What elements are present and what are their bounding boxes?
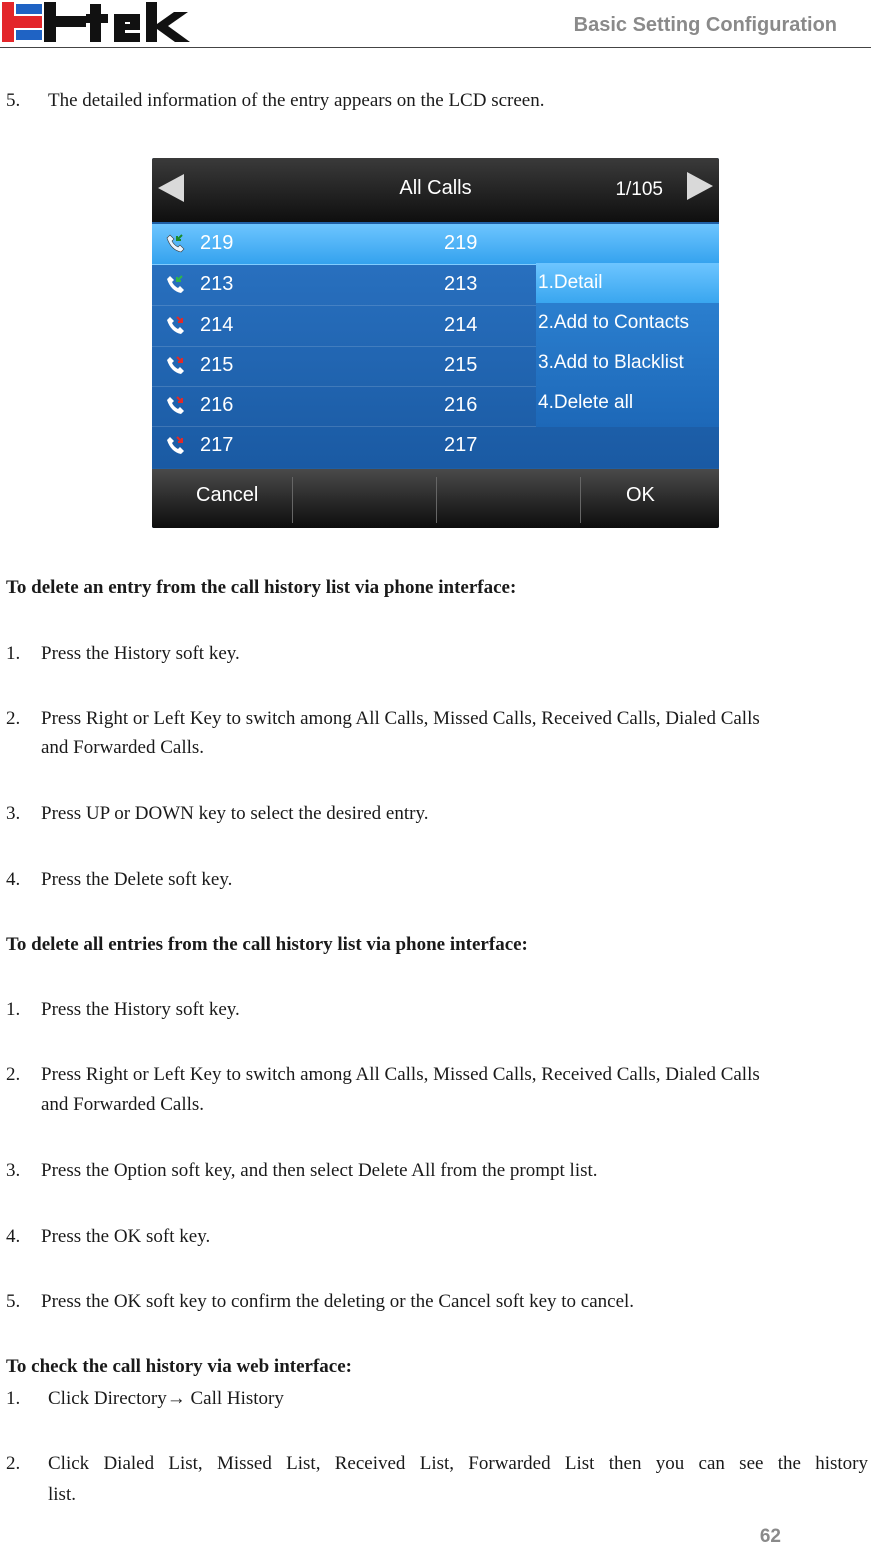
step-text: Press the History soft key.	[41, 643, 240, 664]
softkey-divider	[436, 477, 437, 523]
call-list-item[interactable]	[152, 224, 719, 265]
step-text: Press the Option soft key, and then select Delete All from the prompt list.	[41, 1160, 598, 1181]
lcd-screen	[152, 158, 719, 528]
softkey-divider	[292, 477, 293, 523]
step-text: Press UP or DOWN key to select the desired entry.	[41, 803, 429, 824]
step-number: 5.	[6, 1291, 21, 1312]
step-number: 4.	[6, 1226, 21, 1247]
step-text: Click Directory→ Call History	[48, 1388, 284, 1409]
missed-call-icon	[166, 315, 186, 335]
menu-item-label: 2.Add to Contacts	[538, 312, 690, 333]
step-number: 1.	[6, 643, 21, 664]
call-number: 217	[200, 434, 234, 456]
call-number: 214	[200, 314, 234, 336]
ok-softkey[interactable]: OK	[626, 484, 655, 506]
step-number: 3.	[6, 803, 21, 824]
call-list-item[interactable]	[152, 426, 719, 466]
menu-item-label: 3.Add to Blacklist	[538, 352, 684, 373]
call-name: 217	[444, 434, 478, 456]
lcd-counter: 1/105	[615, 179, 663, 200]
softkey-bar	[152, 469, 719, 528]
step-text-continued: and Forwarded Calls.	[41, 1094, 205, 1115]
step-text: Press Right or Left Key to switch among All Calls, Missed Calls, Received Calls, Dialed Calls	[41, 1064, 760, 1085]
step-text-continued: list.	[48, 1484, 76, 1505]
step-number: 1.	[6, 1388, 21, 1409]
step-number: 2.	[6, 1453, 21, 1474]
intro-text: The detailed information of the entry appears on the LCD screen.	[48, 90, 545, 111]
section-heading: To delete all entries from the call history list via phone interface:	[6, 934, 528, 955]
lcd-title: All Calls	[399, 177, 472, 199]
step-text: Click Dialed List, Missed List, Received List, Forwarded List then you can see the history	[48, 1453, 868, 1474]
menu-item-label: 1.Detail	[538, 272, 603, 293]
step-number: 2.	[6, 708, 21, 729]
call-number: 219	[200, 232, 234, 254]
menu-item-detail[interactable]	[536, 263, 719, 303]
missed-call-icon	[166, 435, 186, 455]
menu-item-label: 4.Delete all	[538, 392, 634, 413]
step-number: 4.	[6, 869, 21, 890]
step-number: 1.	[6, 999, 21, 1020]
step-text: Press the OK soft key to confirm the deleting or the Cancel soft key to cancel.	[41, 1291, 635, 1312]
call-name: 216	[444, 394, 478, 416]
section-heading: To delete an entry from the call history list via phone interface:	[6, 577, 517, 598]
menu-item-add-to-blacklist[interactable]	[536, 343, 719, 383]
call-number: 216	[200, 394, 234, 416]
call-number: 215	[200, 354, 234, 376]
call-name: 215	[444, 354, 478, 376]
received-call-icon	[166, 274, 186, 294]
htek-logo	[2, 2, 194, 44]
page-header	[0, 0, 871, 48]
header-title: Basic Setting Configuration	[573, 14, 837, 36]
call-name: 214	[444, 314, 478, 336]
step-text: Press the History soft key.	[41, 999, 240, 1020]
menu-item-delete-all[interactable]	[536, 383, 719, 423]
step-number: 2.	[6, 1064, 21, 1085]
call-name: 219	[444, 232, 478, 254]
step-number: 3.	[6, 1160, 21, 1181]
step-text: Press Right or Left Key to switch among All Calls, Missed Calls, Received Calls, Dialed Calls	[41, 708, 760, 729]
section-heading: To check the call history via web interface:	[6, 1356, 352, 1377]
call-number: 213	[200, 273, 234, 295]
lcd-title-bar	[152, 158, 719, 222]
missed-call-icon	[166, 355, 186, 375]
header-divider	[0, 47, 871, 48]
received-call-icon	[166, 233, 186, 253]
missed-call-icon	[166, 395, 186, 415]
call-name: 213	[444, 273, 478, 295]
step-text: Press the Delete soft key.	[41, 869, 233, 890]
menu-item-add-to-contacts[interactable]	[536, 303, 719, 343]
option-menu	[536, 263, 719, 427]
cancel-softkey[interactable]: Cancel	[196, 484, 259, 506]
page-number: 62	[759, 1526, 781, 1547]
right-arrow-icon[interactable]	[687, 172, 713, 200]
step-text: Press the OK soft key.	[41, 1226, 211, 1247]
intro-number: 5.	[6, 90, 21, 111]
step-text-continued: and Forwarded Calls.	[41, 737, 205, 758]
softkey-divider	[580, 477, 581, 523]
